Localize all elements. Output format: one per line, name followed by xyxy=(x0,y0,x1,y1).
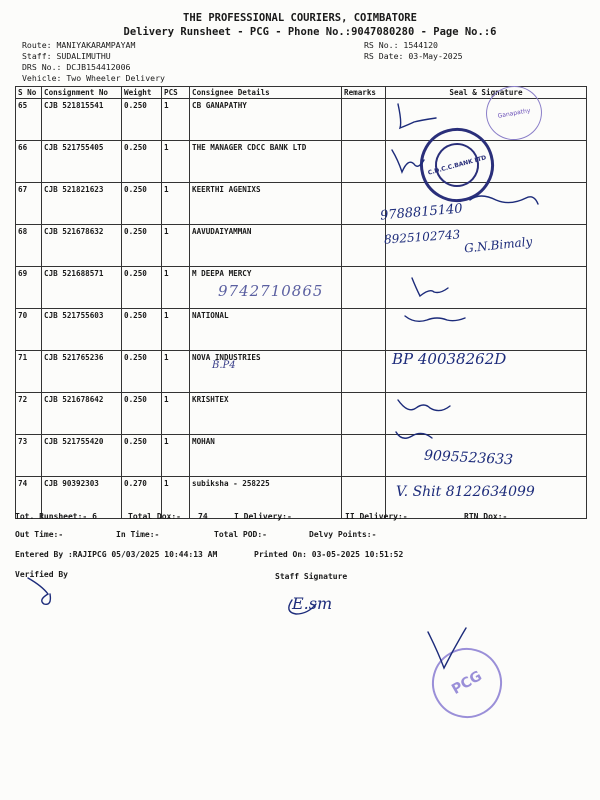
cell-sno: 73 xyxy=(16,435,42,477)
signature-scribble xyxy=(28,578,50,604)
pcg-stamp xyxy=(419,635,515,731)
cell-weight: 0.250 xyxy=(122,225,162,267)
cell-sno: 68 xyxy=(16,225,42,267)
runsheet-subtitle: Delivery Runsheet - PCG - Phone No.:9047080280 - Page No.:6 xyxy=(123,26,497,38)
company-title: THE PROFESSIONAL COURIERS, COIMBATORE xyxy=(183,12,417,24)
total-pod-label: Total POD:- xyxy=(214,530,267,539)
cell-weight: 0.250 xyxy=(122,141,162,183)
total-dox-label: Total Dox:- xyxy=(128,512,181,521)
cell-remarks xyxy=(342,309,386,351)
col-header-sno: S No xyxy=(16,87,42,99)
cell-consignee: CB GANAPATHY xyxy=(190,99,342,141)
bank-seal-text: C.D.C.C.BANK LTD xyxy=(430,138,484,192)
small-seal-text: Ganapathy xyxy=(497,106,531,120)
cell-pcs: 1 xyxy=(162,393,190,435)
cell-signature xyxy=(386,393,587,435)
cell-consignee: NATIONAL xyxy=(190,309,342,351)
cell-consignment: CJB 521755603 xyxy=(42,309,122,351)
cell-weight: 0.250 xyxy=(122,267,162,309)
handwritten-signature: V. Shit 8122634099 xyxy=(396,484,535,500)
cell-pcs: 1 xyxy=(162,351,190,393)
entered-by: Entered By :RAJIPCG 05/03/2025 10:44:13 AM xyxy=(15,550,218,559)
col-header-weight: Weight xyxy=(122,87,162,99)
cell-remarks xyxy=(342,435,386,477)
cell-consignment: CJB 521815541 xyxy=(42,99,122,141)
handwritten-phone: 9095523633 xyxy=(423,447,514,469)
cell-sno: 69 xyxy=(16,267,42,309)
cell-consignment: CJB 521678642 xyxy=(42,393,122,435)
route-label: Route: MANIYAKARAMPAYAM xyxy=(22,40,136,50)
pcg-stamp-text: PCG xyxy=(449,668,485,698)
handwritten-note: B.P4 xyxy=(212,360,236,371)
cell-consignment: CJB 90392303 xyxy=(42,477,122,519)
cell-consignee: M DEEPA MERCY xyxy=(190,267,342,309)
handwritten-phone: 9788815140 xyxy=(379,201,464,224)
cell-sno: 66 xyxy=(16,141,42,183)
cell-pcs: 1 xyxy=(162,435,190,477)
ii-delivery-label: II Delivery:- xyxy=(345,512,408,521)
verified-by-label: Verified By xyxy=(15,570,68,579)
cell-sno: 72 xyxy=(16,393,42,435)
staff-signature-scribble: E.sm xyxy=(292,594,333,613)
rtn-dox-label: RTN Dox:- xyxy=(464,512,508,521)
cell-consignee: THE MANAGER CDCC BANK LTD xyxy=(190,141,342,183)
delvy-points-label: Delvy Points:- xyxy=(309,530,377,539)
handwritten-text: BP 40038262D xyxy=(392,350,507,368)
table-row xyxy=(16,141,587,183)
i-delivery-label: I Delivery:- xyxy=(234,512,292,521)
table-row xyxy=(16,309,587,351)
cell-consignment: CJB 521765236 xyxy=(42,351,122,393)
vehicle-label: Vehicle: Two Wheeler Delivery xyxy=(22,73,165,83)
handwritten-phone: 8925102743 xyxy=(383,227,461,247)
table-row xyxy=(16,183,587,225)
cell-sno: 70 xyxy=(16,309,42,351)
printed-on: Printed On: 03-05-2025 10:51:52 xyxy=(254,550,404,559)
cell-consignment: CJB 521821623 xyxy=(42,183,122,225)
cell-pcs: 1 xyxy=(162,99,190,141)
cell-remarks xyxy=(342,183,386,225)
cell-consignee: AAVUDAIYAMMAN xyxy=(190,225,342,267)
staff-label: Staff: SUDALIMUTHU xyxy=(22,51,111,61)
cell-signature xyxy=(386,309,587,351)
handwritten-phone: 9742710865 xyxy=(218,282,324,300)
cell-remarks xyxy=(342,99,386,141)
col-header-pcs: PCS xyxy=(162,87,190,99)
cell-weight: 0.250 xyxy=(122,393,162,435)
cell-consignment: CJB 521688571 xyxy=(42,267,122,309)
cell-consignment: CJB 521678632 xyxy=(42,225,122,267)
cell-consignee: KEERTHI AGENIXS xyxy=(190,183,342,225)
cell-pcs: 1 xyxy=(162,309,190,351)
cell-remarks xyxy=(342,225,386,267)
cell-weight: 0.270 xyxy=(122,477,162,519)
col-header-seal-signature: Seal & Signature xyxy=(386,87,587,99)
cell-pcs: 1 xyxy=(162,267,190,309)
cell-consignee: subiksha - 258225 xyxy=(190,477,342,519)
cell-remarks xyxy=(342,351,386,393)
handwritten-name: G.N.Bimaly xyxy=(463,234,533,256)
cell-consignee: NOVA INDUSTRIES xyxy=(190,351,342,393)
cell-sno: 71 xyxy=(16,351,42,393)
cell-pcs: 1 xyxy=(162,225,190,267)
rs-date: RS Date: 03-May-2025 xyxy=(364,51,463,61)
cell-consignment: CJB 521755405 xyxy=(42,141,122,183)
staff-signature-label: Staff Signature xyxy=(275,572,348,581)
tot-runsheet: Tot. Runsheet:- 6 xyxy=(15,512,97,521)
cell-sno: 67 xyxy=(16,183,42,225)
cell-weight: 0.250 xyxy=(122,435,162,477)
cell-remarks xyxy=(342,267,386,309)
cell-weight: 0.250 xyxy=(122,351,162,393)
in-time-label: In Time:- xyxy=(116,530,160,539)
cell-consignment: CJB 521755420 xyxy=(42,435,122,477)
cell-weight: 0.250 xyxy=(122,309,162,351)
cell-consignee: MOHAN xyxy=(190,435,342,477)
col-header-consignment: Consignment No xyxy=(42,87,122,99)
cell-sno: 74 xyxy=(16,477,42,519)
cell-remarks xyxy=(342,141,386,183)
cell-sno: 65 xyxy=(16,99,42,141)
cell-pcs: 1 xyxy=(162,141,190,183)
rs-number: RS No.: 1544120 xyxy=(364,40,438,50)
col-header-consignee: Consignee Details xyxy=(190,87,342,99)
cell-signature xyxy=(386,267,587,309)
total-dox-value: 74 xyxy=(198,512,208,521)
cell-pcs: 1 xyxy=(162,477,190,519)
cell-remarks xyxy=(342,393,386,435)
table-row xyxy=(16,393,587,435)
out-time-label: Out Time:- xyxy=(15,530,64,539)
cell-weight: 0.250 xyxy=(122,99,162,141)
cell-pcs: 1 xyxy=(162,183,190,225)
drs-number: DRS No.: DCJB154412006 xyxy=(22,62,131,72)
cell-consignee: KRISHTEX xyxy=(190,393,342,435)
col-header-remarks: Remarks xyxy=(342,87,386,99)
cell-weight: 0.250 xyxy=(122,183,162,225)
